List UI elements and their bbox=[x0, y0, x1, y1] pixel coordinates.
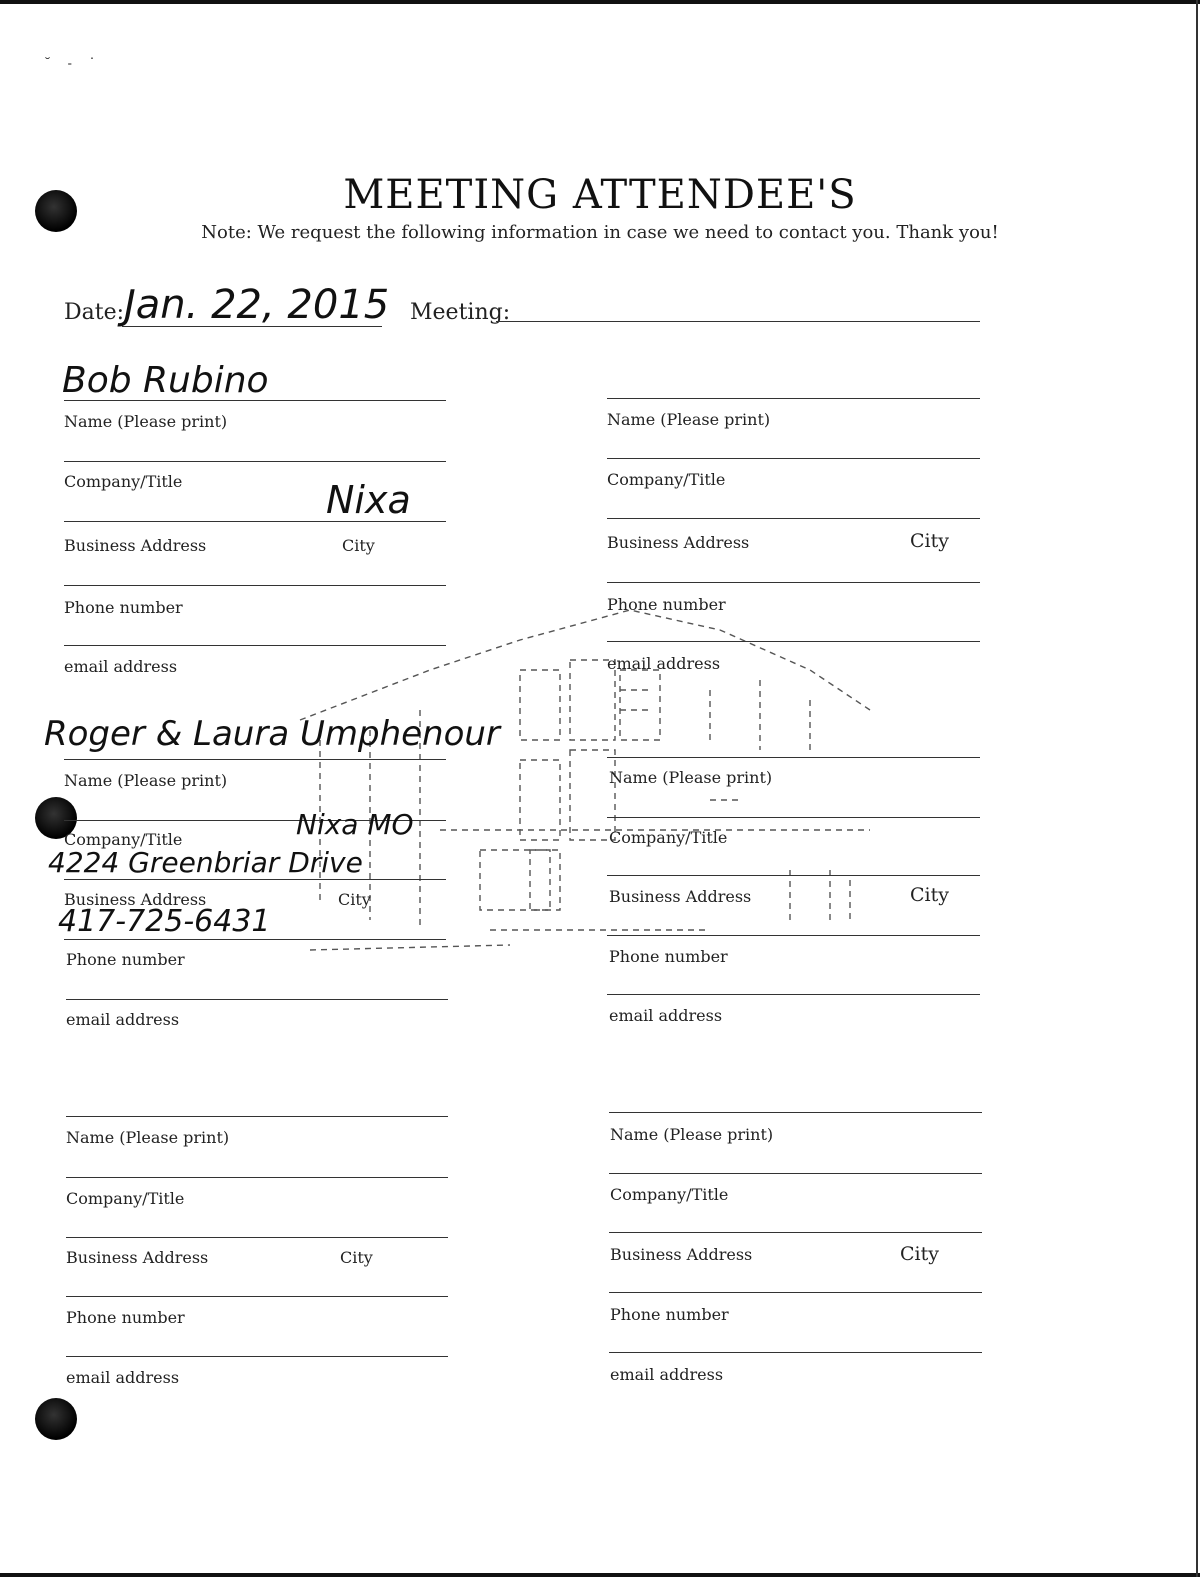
entry-1-city-label: City bbox=[342, 536, 375, 555]
meeting-label: Meeting: bbox=[410, 300, 511, 325]
punch-hole-bottom bbox=[35, 1398, 77, 1440]
entry-6-phone-label: Phone number bbox=[610, 1305, 729, 1324]
entry-3-address-line bbox=[64, 879, 446, 880]
entry-3-name-label: Name (Please print) bbox=[64, 771, 228, 790]
entry-5-company-line bbox=[66, 1177, 448, 1178]
entry-4-company-line bbox=[607, 817, 980, 818]
date-line bbox=[122, 326, 382, 327]
entry-2-email-label: email address bbox=[607, 654, 721, 673]
entry-2-address-line bbox=[607, 518, 980, 519]
entry-3-email-line bbox=[66, 999, 448, 1000]
entry-3-email-label: email address bbox=[66, 1010, 180, 1029]
entry-1-name-line bbox=[64, 400, 446, 401]
entry-4-name-line bbox=[607, 757, 980, 758]
entry-1-phone-line bbox=[64, 585, 446, 586]
entry-5-address-label: Business Address bbox=[66, 1248, 209, 1267]
entry-2-company-label: Company/Title bbox=[607, 470, 726, 489]
scan-top-edge bbox=[0, 0, 1200, 4]
date-label: Date: bbox=[64, 300, 125, 325]
entry-2-phone-label: Phone number bbox=[607, 595, 726, 614]
entry-2-name-line bbox=[607, 398, 980, 399]
entry-2-email-line bbox=[607, 641, 980, 642]
building-sketch-illustration bbox=[290, 600, 880, 960]
entry-1-city-handwritten[interactable]: Nixa bbox=[326, 478, 411, 522]
entry-4-address-label: Business Address bbox=[609, 887, 752, 906]
entry-6-company-line bbox=[609, 1173, 982, 1174]
entry-5-address-line bbox=[66, 1237, 448, 1238]
entry-5-phone-line bbox=[66, 1296, 448, 1297]
entry-3-phone-handwritten[interactable]: 417-725-6431 bbox=[58, 904, 271, 939]
entry-2-phone-line bbox=[607, 582, 980, 583]
entry-4-company-label: Company/Title bbox=[609, 828, 728, 847]
entry-5-name-label: Name (Please print) bbox=[66, 1128, 230, 1147]
form-note: Note: We request the following information in case we need to contact you. Thank you! bbox=[201, 222, 999, 243]
entry-4-phone-line bbox=[607, 935, 980, 936]
entry-1-name-handwritten[interactable]: Bob Rubino bbox=[62, 360, 269, 401]
scan-bottom-edge bbox=[0, 1573, 1200, 1577]
entry-1-name-label: Name (Please print) bbox=[64, 412, 228, 431]
entry-3-city-handwritten[interactable]: Nixa MO bbox=[296, 808, 414, 841]
entry-3-address-handwritten[interactable]: 4224 Greenbriar Drive bbox=[48, 846, 363, 879]
entry-6-company-label: Company/Title bbox=[610, 1185, 729, 1204]
entry-4-email-line bbox=[607, 994, 980, 995]
entry-6-city-label: City bbox=[900, 1243, 939, 1265]
scan-specks: ˘ ˗ ˙ bbox=[44, 56, 102, 72]
entry-3-address-label: Business Address bbox=[64, 890, 207, 909]
entry-2-address-label: Business Address bbox=[607, 533, 750, 552]
entry-6-email-line bbox=[609, 1352, 982, 1353]
date-handwritten[interactable]: Jan. 22, 2015 bbox=[124, 282, 390, 328]
entry-4-address-line bbox=[607, 875, 980, 876]
entry-4-city-label: City bbox=[910, 884, 949, 906]
entry-2-company-line bbox=[607, 458, 980, 459]
entry-4-email-label: email address bbox=[609, 1006, 723, 1025]
entry-3-city-label: City bbox=[338, 890, 371, 909]
meeting-line bbox=[496, 321, 980, 322]
entry-5-company-label: Company/Title bbox=[66, 1189, 185, 1208]
entry-4-name-label: Name (Please print) bbox=[609, 768, 773, 787]
entry-5-phone-label: Phone number bbox=[66, 1308, 185, 1327]
entry-6-email-label: email address bbox=[610, 1365, 724, 1384]
entry-3-phone-line bbox=[64, 939, 446, 940]
entry-6-name-line bbox=[609, 1112, 982, 1113]
entry-6-address-line bbox=[609, 1232, 982, 1233]
entry-3-phone-label: Phone number bbox=[66, 950, 185, 969]
entry-3-company-label: Company/Title bbox=[64, 830, 183, 849]
entry-6-address-label: Business Address bbox=[610, 1245, 753, 1264]
entry-1-address-label: Business Address bbox=[64, 536, 207, 555]
entry-1-address-line bbox=[64, 521, 446, 522]
entry-5-name-line bbox=[66, 1116, 448, 1117]
entry-5-email-line bbox=[66, 1356, 448, 1357]
entry-3-name-handwritten[interactable]: Roger & Laura Umphenour bbox=[44, 714, 500, 754]
entry-3-name-line bbox=[64, 759, 446, 760]
entry-1-company-label: Company/Title bbox=[64, 472, 183, 491]
entry-1-email-label: email address bbox=[64, 657, 178, 676]
entry-5-city-label: City bbox=[340, 1248, 373, 1267]
form-title: MEETING ATTENDEE'S bbox=[343, 172, 857, 218]
entry-1-company-line bbox=[64, 461, 446, 462]
entry-6-phone-line bbox=[609, 1292, 982, 1293]
entry-1-email-line bbox=[64, 645, 446, 646]
entry-6-name-label: Name (Please print) bbox=[610, 1125, 774, 1144]
entry-5-email-label: email address bbox=[66, 1368, 180, 1387]
entry-2-city-label: City bbox=[910, 530, 949, 552]
entry-2-name-label: Name (Please print) bbox=[607, 410, 771, 429]
entry-4-phone-label: Phone number bbox=[609, 947, 728, 966]
entry-1-phone-label: Phone number bbox=[64, 598, 183, 617]
